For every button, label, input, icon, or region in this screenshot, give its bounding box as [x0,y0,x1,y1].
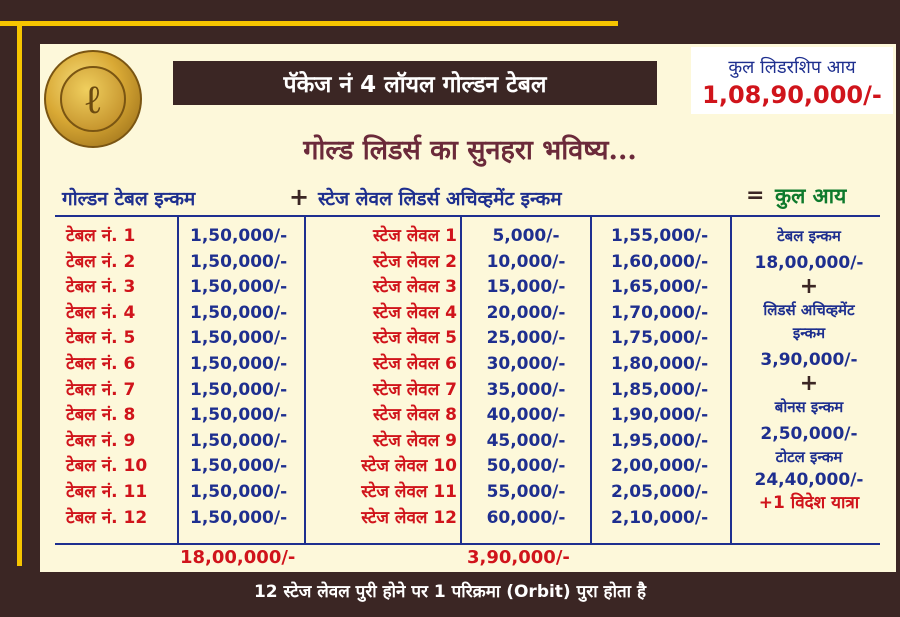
leadership-income-label: कुल लिडरशिप आय [728,57,856,78]
leadership-income-box [691,47,893,114]
page-title: पॅकेज नं 4 लॉयल गोल्डन टेबल [173,61,657,105]
table-number: टेबल नं. 11 [66,481,148,502]
stage-level: स्टेज लेवल 11 [361,481,457,502]
table-number: टेबल नं. 1 [66,226,136,246]
row-total: 1,70,000/- [611,302,709,323]
table-amount: 1,50,000/- [190,430,288,451]
table-amount: 1,50,000/- [190,302,288,323]
row-total: 1,55,000/- [611,226,709,246]
achievement-amount: 55,000/- [486,481,566,502]
achievement-amount: 60,000/- [486,507,566,528]
stage-level: स्टेज लेवल 3 [373,277,457,298]
achievement-amount: 30,000/- [486,353,566,374]
table-number: टेबल नं. 8 [66,405,136,426]
row-total: 2,00,000/- [611,456,709,477]
stage-level: स्टेज लेवल 9 [373,430,457,451]
achievement-amount: 45,000/- [486,430,566,451]
stage-level: स्टेज लेवल 10 [361,456,457,477]
table-number: टेबल नं. 7 [66,379,136,400]
row-total: 1,60,000/- [611,251,709,272]
summary-bonus-label: बोनस इन्कम [774,398,844,416]
row-total-column [611,224,708,531]
summary-total-label: टोटल इन्कम [775,448,843,466]
table-number: टेबल नं. 5 [66,328,136,349]
table-amount: 1,50,000/- [190,456,288,477]
header-equals: = [746,183,765,208]
table-number: टेबल नं. 6 [66,353,136,374]
row-total: 2,05,000/- [611,481,709,502]
summary-achievement-value: 3,90,000/- [760,350,858,370]
stage-level: स्टेज लेवल 8 [373,405,457,426]
page-subtitle: गोल्ड लिडर्स का सुनहरा भविष्य... [303,135,637,166]
table-amount: 1,50,000/- [190,353,288,374]
summary-table-income-value: 18,00,000/- [754,253,864,273]
stage-level-column [317,224,457,531]
achievement-amount: 35,000/- [486,379,566,400]
achievement-amount: 15,000/- [486,277,566,298]
achievement-amount: 50,000/- [486,456,566,477]
stage-level: स्टेज लेवल 6 [373,353,457,374]
table-amount: 1,50,000/- [190,277,288,298]
table-amount: 1,50,000/- [190,226,288,246]
header-total-income: कुल आय [775,184,847,208]
achievement-amount: 10,000/- [486,251,566,272]
achievement-amount: 40,000/- [486,405,566,426]
achievement-amount-column [467,224,585,531]
column-divider [460,217,462,543]
table-income-total: 18,00,000/- [180,547,296,568]
stage-level: स्टेज लेवल 7 [373,379,457,400]
table-number: टेबल नं. 2 [66,251,136,272]
column-divider [177,217,179,543]
summary-plus: + [799,274,819,299]
orbit-note: 12 स्टेज लेवल पुरी होने पर 1 परिक्रमा (Orbit) पुरा होता है [253,582,647,602]
plan-panel [40,44,896,572]
income-summary [734,225,884,515]
table-number-column [66,224,147,531]
table-number: टेबल नं. 4 [66,302,136,323]
table-number: टेबल नं. 10 [66,456,148,477]
table-rule-bottom [55,543,880,545]
stage-income-total: 3,90,000/- [467,547,570,568]
gold-coin-logo [44,50,142,148]
gold-accent-side [17,21,22,566]
coin-emblem [60,66,126,132]
summary-table-income-label: टेबल इन्कम [777,227,841,245]
summary-plus: + [799,371,819,396]
row-total: 2,10,000/- [611,507,709,528]
stage-level: स्टेज लेवल 4 [373,302,457,323]
row-total: 1,80,000/- [611,353,709,374]
summary-bonus-value: 2,50,000/- [760,424,858,444]
leadership-income-value: 1,08,90,000/- [702,81,882,109]
summary-total-value: 24,40,000/- [754,470,864,490]
table-amount: 1,50,000/- [190,328,288,349]
table-amount: 1,50,000/- [190,481,288,502]
column-divider [730,217,732,543]
stage-level: स्टेज लेवल 2 [373,251,457,272]
coin-mark-icon: ℓ [85,76,101,123]
table-number: टेबल नं. 3 [66,277,136,298]
gold-accent-top [0,21,618,26]
row-total: 1,75,000/- [611,328,709,349]
table-amount: 1,50,000/- [190,405,288,426]
summary-achievement-label-2: इन्कम [792,324,826,342]
table-number: टेबल नं. 9 [66,430,136,451]
achievement-amount: 25,000/- [486,328,566,349]
stage-level: स्टेज लेवल 12 [361,507,457,528]
table-amount: 1,50,000/- [190,507,288,528]
header-table-income: गोल्डन टेबल इन्कम [62,188,196,210]
column-divider [590,217,592,543]
stage-level: स्टेज लेवल 5 [373,328,457,349]
header-stage-income: स्टेज लेवल लिडर्स अचिव्हमेंट इन्कम [318,188,562,210]
table-number: टेबल नं. 12 [66,507,148,528]
row-total: 1,85,000/- [611,379,709,400]
row-total: 1,95,000/- [611,430,709,451]
table-amount: 1,50,000/- [190,251,288,272]
summary-foreign-trip: +1 विदेश यात्रा [758,493,860,513]
row-total: 1,90,000/- [611,405,709,426]
table-amount-column [190,224,287,531]
row-total: 1,65,000/- [611,277,709,298]
table-amount: 1,50,000/- [190,379,288,400]
achievement-amount: 5,000/- [492,226,560,246]
achievement-amount: 20,000/- [486,302,566,323]
summary-achievement-label: लिडर्स अचिव्हमेंट [763,301,855,319]
column-divider [304,217,306,543]
stage-level: स्टेज लेवल 1 [373,226,457,246]
header-plus: + [289,183,310,211]
